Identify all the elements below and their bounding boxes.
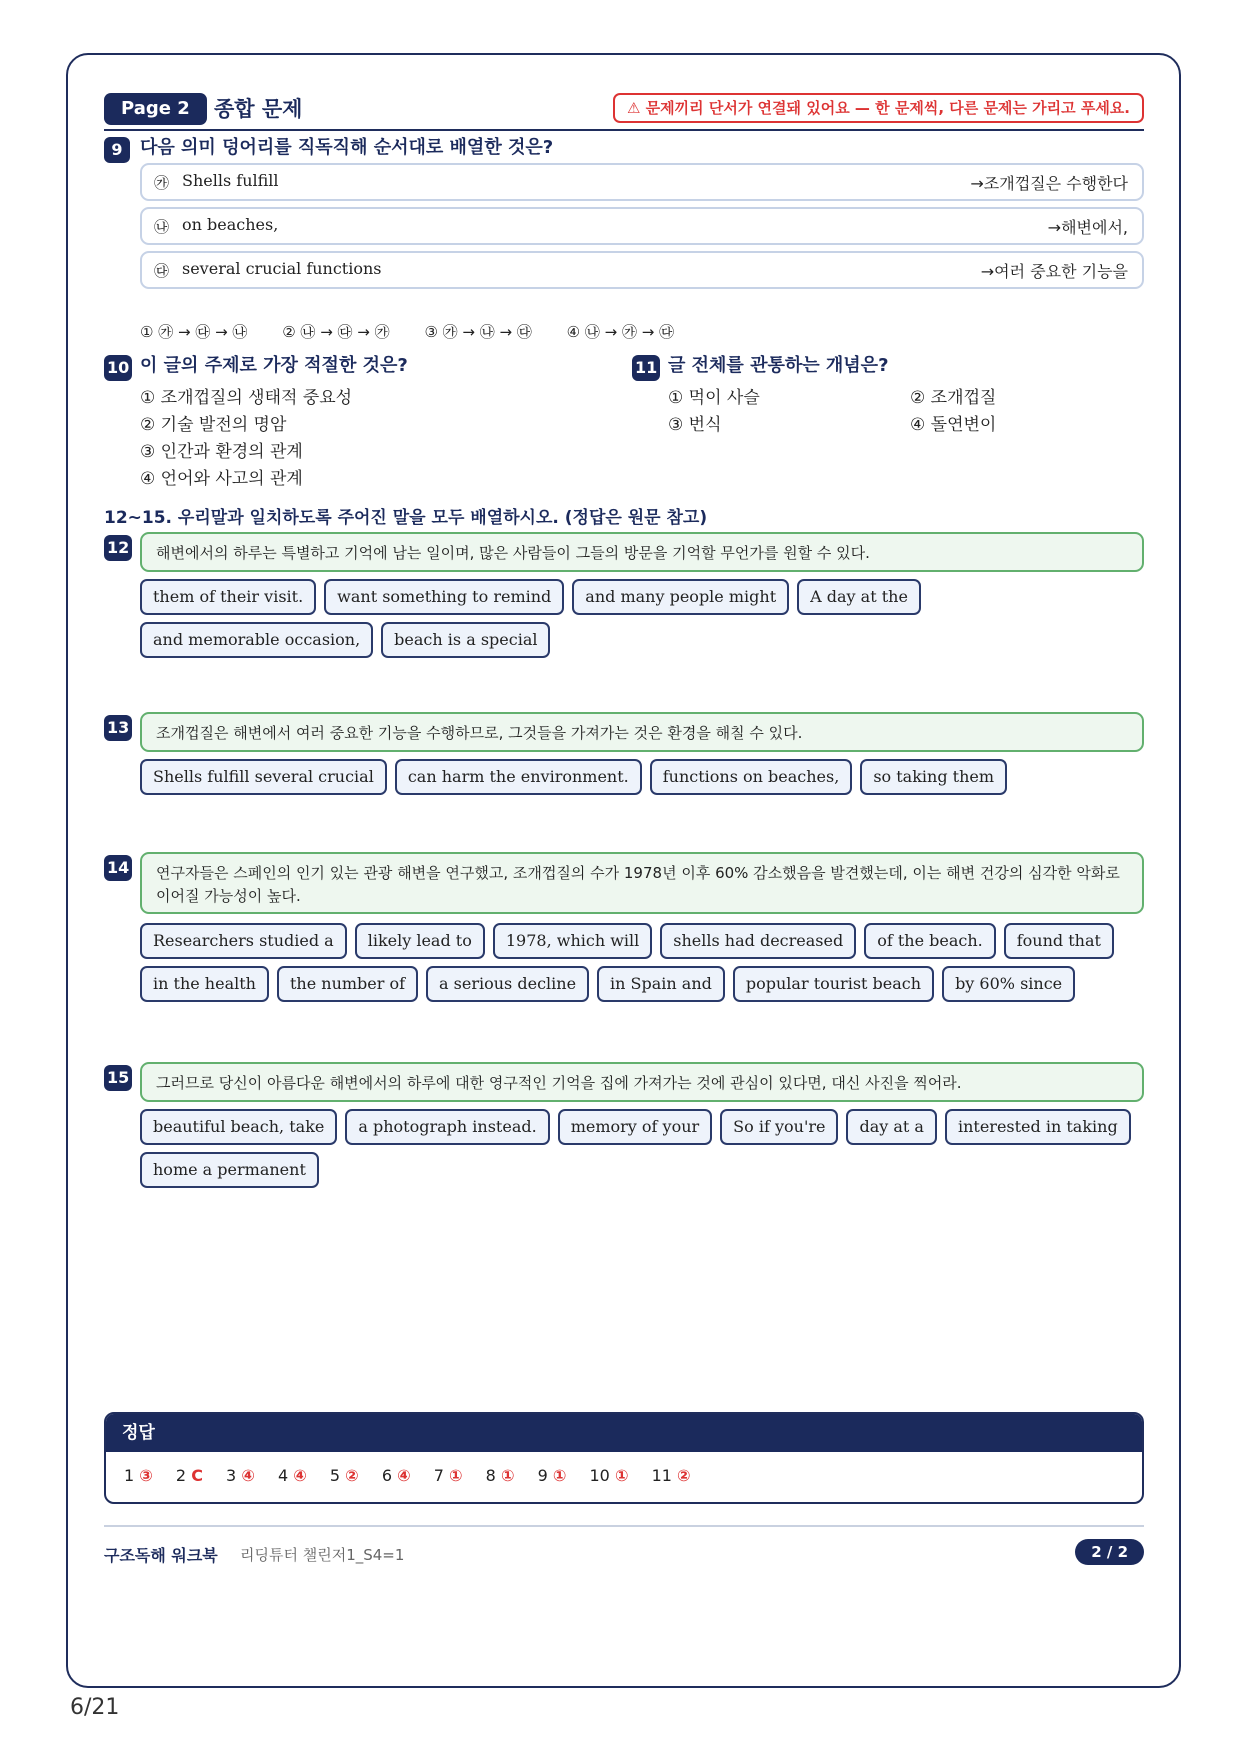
- answer-item: 9 ①: [537, 1466, 567, 1485]
- option-1[interactable]: ① 먹이 사슬: [668, 388, 760, 408]
- word-chip[interactable]: so taking them: [860, 759, 1007, 795]
- option-2[interactable]: ② 조개껍질: [910, 388, 997, 408]
- word-chip[interactable]: in the health: [140, 966, 269, 1002]
- option-3[interactable]: ③ 번식: [668, 415, 722, 435]
- word-chip[interactable]: by 60% since: [942, 966, 1075, 1002]
- word-chip[interactable]: a serious decline: [426, 966, 589, 1002]
- chunk-row: [140, 207, 1144, 245]
- chunk-mark: ㉮: [154, 174, 170, 192]
- word-bank-13: [140, 759, 1144, 802]
- question-number-10: 10: [104, 355, 132, 381]
- chunk-korean: →해변에서,: [1047, 218, 1128, 237]
- answer-list: [106, 1452, 1142, 1499]
- word-chip[interactable]: and memorable occasion,: [140, 622, 373, 658]
- warning-banner: ⚠ 문제끼리 단서가 연결돼 있어요 — 한 문제씩, 다른 문제는 가리고 푸세요.: [613, 93, 1144, 123]
- word-chip[interactable]: 1978, which will: [493, 923, 652, 959]
- footer-page-badge: 2 / 2: [1075, 1539, 1144, 1565]
- chunk-korean: →조개껍질은 수행한다: [970, 174, 1128, 193]
- word-chip[interactable]: likely lead to: [355, 923, 485, 959]
- answer-item: 11 ②: [651, 1466, 691, 1485]
- chunk-row: [140, 163, 1144, 201]
- word-chip[interactable]: beautiful beach, take: [140, 1109, 337, 1145]
- answer-item: 6 ④: [381, 1466, 411, 1485]
- word-chip[interactable]: can harm the environment.: [395, 759, 642, 795]
- korean-prompt: 그러므로 당신이 아름다운 해변에서의 하루에 대한 영구적인 기억을 집에 가져가는 것에 관심이 있다면, 대신 사진을 찍어라.: [140, 1062, 1144, 1102]
- page-header: [104, 91, 1144, 131]
- chunk-english: several crucial functions: [182, 259, 382, 278]
- answer-item: 7 ①: [433, 1466, 463, 1485]
- word-chip[interactable]: Researchers studied a: [140, 923, 347, 959]
- answer-item: 4 ④: [277, 1466, 307, 1485]
- page-title: 종합 문제: [214, 97, 303, 121]
- chunk-english: Shells fulfill: [182, 171, 279, 190]
- option-4[interactable]: ④ 돌연변이: [910, 415, 997, 435]
- korean-prompt: 조개껍질은 해변에서 여러 중요한 기능을 수행하므로, 그것들을 가져가는 것은 환경을 해칠 수 있다.: [140, 712, 1144, 752]
- option-2[interactable]: ② ㉯ → ㉰ → ㉮: [282, 323, 390, 341]
- option-2[interactable]: ② 기술 발전의 명암: [140, 415, 287, 435]
- chunk-korean: →여러 중요한 기능을: [980, 262, 1128, 281]
- question-9-text: 다음 의미 덩어리를 직독직해 순서대로 배열한 것은?: [140, 137, 554, 158]
- answer-item: 2 C: [175, 1466, 203, 1485]
- answer-item: 5 ②: [329, 1466, 359, 1485]
- chunk-english: on beaches,: [182, 215, 279, 234]
- word-chip[interactable]: memory of your: [558, 1109, 712, 1145]
- pdf-page-number: 6/21: [70, 1695, 120, 1720]
- chunk-mark: ㉰: [154, 262, 170, 280]
- option-4[interactable]: ④ ㉯ → ㉮ → ㉰: [566, 323, 675, 341]
- question-10-text: 이 글의 주제로 가장 적절한 것은?: [140, 355, 408, 376]
- word-chip[interactable]: A day at the: [797, 579, 921, 615]
- word-chip[interactable]: So if you're: [720, 1109, 838, 1145]
- question-number-12: 12: [104, 535, 132, 561]
- worksheet-page: [66, 53, 1181, 1688]
- word-chip[interactable]: day at a: [846, 1109, 937, 1145]
- word-chip[interactable]: in Spain and: [597, 966, 725, 1002]
- question-number-13: 13: [104, 715, 132, 741]
- word-bank-14: [140, 923, 1144, 1009]
- word-chip[interactable]: shells had decreased: [660, 923, 856, 959]
- page-badge: Page 2: [104, 93, 207, 125]
- word-chip[interactable]: Shells fulfill several crucial: [140, 759, 387, 795]
- question-number-15: 15: [104, 1065, 132, 1091]
- word-chip[interactable]: functions on beaches,: [650, 759, 853, 795]
- word-chip[interactable]: and many people might: [572, 579, 789, 615]
- page-footer: [104, 1525, 1144, 1571]
- word-chip[interactable]: popular tourist beach: [733, 966, 934, 1002]
- option-3[interactable]: ③ ㉮ → ㉯ → ㉰: [424, 323, 532, 341]
- question-11-text: 글 전체를 관통하는 개념은?: [668, 355, 889, 376]
- word-chip[interactable]: interested in taking: [945, 1109, 1131, 1145]
- answer-item: 3 ④: [226, 1466, 255, 1485]
- option-4[interactable]: ④ 언어와 사고의 관계: [140, 469, 303, 489]
- question-9-options: [140, 321, 704, 342]
- chunk-row: [140, 251, 1144, 289]
- word-chip[interactable]: them of their visit.: [140, 579, 316, 615]
- word-bank-15: [140, 1109, 1144, 1195]
- answer-item: 1 ③: [124, 1466, 153, 1485]
- question-number-14: 14: [104, 855, 132, 881]
- option-1[interactable]: ① 조개껍질의 생태적 중요성: [140, 388, 353, 408]
- footer-title: 구조독해 워크북: [104, 1546, 218, 1565]
- korean-prompt: 연구자들은 스페인의 인기 있는 관광 해변을 연구했고, 조개껍질의 수가 1978년 이후 60% 감소했음을 발견했는데, 이는 해변 건강의 심각한 악화로 이어질 가능성이 높다.: [140, 852, 1144, 914]
- word-chip[interactable]: of the beach.: [864, 923, 996, 959]
- option-3[interactable]: ③ 인간과 환경의 관계: [140, 442, 303, 462]
- word-chip[interactable]: a photograph instead.: [345, 1109, 549, 1145]
- korean-prompt: 해변에서의 하루는 특별하고 기억에 남는 일이며, 많은 사람들이 그들의 방문을 기억할 무언가를 원할 수 있다.: [140, 532, 1144, 572]
- question-number-11: 11: [632, 355, 660, 381]
- option-1[interactable]: ① ㉮ → ㉰ → ㉯: [140, 323, 248, 341]
- word-bank-12: [140, 579, 1144, 665]
- chunk-mark: ㉯: [154, 218, 170, 236]
- word-chip[interactable]: home a permanent: [140, 1152, 319, 1188]
- answer-key-title: 정답: [106, 1414, 1142, 1452]
- answer-item: 8 ①: [485, 1466, 515, 1485]
- answer-key: [104, 1412, 1144, 1504]
- question-number-9: 9: [104, 137, 130, 163]
- word-chip[interactable]: want something to remind: [324, 579, 564, 615]
- answer-item: 10 ①: [589, 1466, 629, 1485]
- word-chip[interactable]: found that: [1004, 923, 1114, 959]
- section-instruction: 12~15. 우리말과 일치하도록 주어진 말을 모두 배열하시오. (정답은 원문 참고): [104, 508, 708, 528]
- footer-subtitle: 리딩튜터 챌린저1_S4=1: [240, 1546, 405, 1564]
- word-chip[interactable]: beach is a special: [381, 622, 550, 658]
- word-chip[interactable]: the number of: [277, 966, 418, 1002]
